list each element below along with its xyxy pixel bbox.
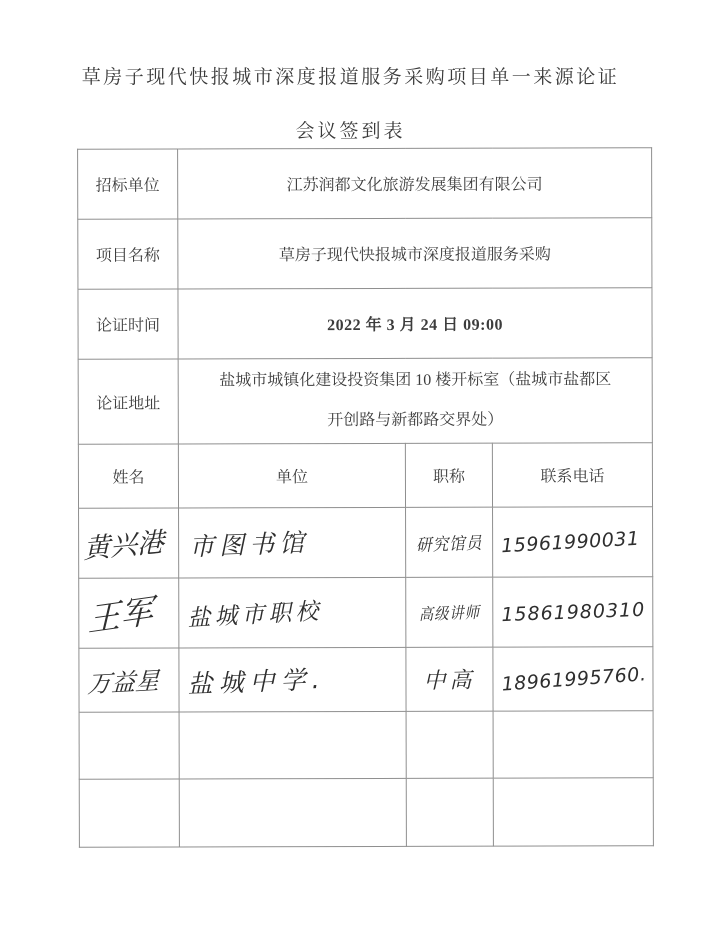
meeting-time-text: 2022 年 3 月 24 日 09:00 — [327, 316, 503, 335]
document-title — [0, 62, 701, 143]
handwritten-phone-1: 15961990031 — [500, 527, 641, 557]
info-row-meeting-address — [78, 358, 652, 445]
meeting-address-line2: 开创路与新都路交界处） — [327, 411, 504, 430]
empty-phone-cell — [493, 778, 653, 846]
empty-name-cell — [79, 779, 179, 847]
empty-title-cell — [406, 778, 493, 846]
signature-title-cell — [406, 507, 493, 577]
handwritten-name-2: 王军 — [87, 590, 154, 640]
info-value-meeting-address — [178, 358, 652, 444]
signature-phone-cell — [493, 577, 653, 647]
handwritten-title-3: 中高 — [423, 668, 476, 695]
signin-table — [77, 147, 654, 848]
signature-name-cell — [79, 578, 179, 648]
header-unit: 单位 — [178, 443, 405, 508]
signin-row-3 — [79, 647, 653, 713]
info-label-tender-unit: 招标单位 — [78, 149, 178, 219]
meeting-address-line1: 盐城市城镇化建设投资集团 10 楼开标室（盐城市盐都区 — [219, 371, 612, 390]
handwritten-unit-1: 市图书馆 — [188, 527, 310, 562]
signin-header-row — [78, 443, 652, 509]
signin-row-2 — [79, 577, 653, 649]
signature-unit-cell — [179, 507, 406, 578]
header-name: 姓名 — [78, 444, 178, 508]
handwritten-title-2: 高级讲师 — [418, 602, 481, 624]
handwritten-unit-3: 盐城中学. — [187, 664, 326, 699]
signature-name-cell — [79, 648, 179, 712]
empty-unit-cell — [179, 711, 406, 779]
info-row-meeting-time — [78, 288, 652, 360]
empty-title-cell — [406, 711, 493, 778]
info-value-project-name: 草房子现代快报城市深度报道服务采购 — [178, 218, 652, 289]
signin-row-5-empty — [79, 778, 653, 848]
info-value-meeting-time — [178, 288, 652, 359]
info-row-tender-unit — [78, 148, 652, 220]
signin-row-1 — [79, 507, 653, 579]
handwritten-phone-2: 15861980310 — [500, 598, 646, 626]
header-phone: 联系电话 — [492, 443, 652, 507]
handwritten-name-1: 黄兴港 — [83, 526, 165, 566]
info-label-project-name: 项目名称 — [78, 219, 178, 289]
handwritten-phone-3: 18961995760. — [500, 662, 648, 696]
empty-phone-cell — [493, 711, 653, 778]
info-label-meeting-address: 论证地址 — [78, 359, 178, 444]
handwritten-name-3: 万益星 — [86, 666, 160, 699]
signature-unit-cell — [179, 647, 406, 712]
info-label-meeting-time: 论证时间 — [78, 289, 178, 359]
handwritten-unit-2: 盐城市职校 — [186, 598, 324, 632]
info-value-tender-unit: 江苏润都文化旅游发展集团有限公司 — [178, 148, 652, 219]
empty-unit-cell — [179, 778, 406, 847]
signature-title-cell — [406, 647, 493, 711]
signin-row-4-empty — [79, 711, 653, 780]
empty-name-cell — [79, 712, 179, 779]
info-row-project-name — [78, 218, 652, 290]
signature-name-cell — [79, 508, 179, 578]
signature-phone-cell — [493, 507, 653, 577]
handwritten-title-1: 研究馆员 — [415, 533, 483, 557]
signature-title-cell — [406, 577, 493, 647]
document-title-line2: 会议签到表 — [295, 121, 406, 142]
document-title-line1: 草房子现代快报城市深度报道服务采购项目单一来源论证 — [81, 67, 620, 88]
header-title: 职称 — [405, 443, 492, 507]
signature-phone-cell — [493, 647, 653, 711]
signature-unit-cell — [179, 577, 406, 648]
